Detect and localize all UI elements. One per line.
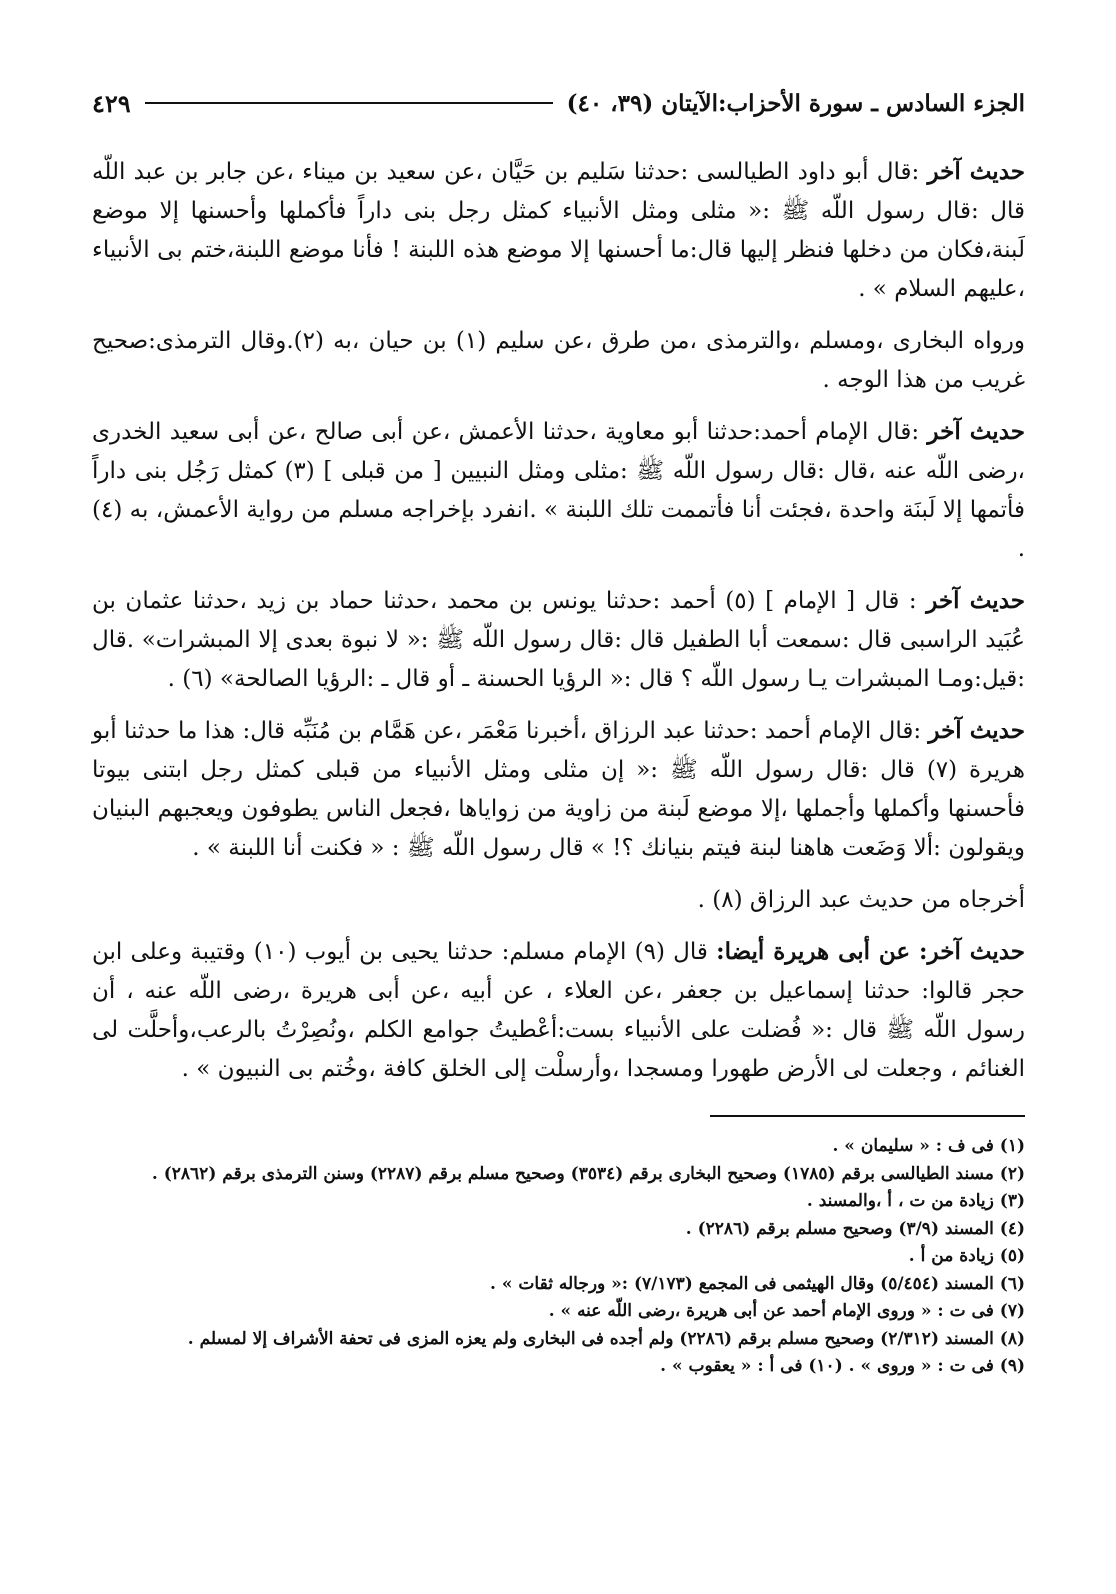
paragraph <box>92 932 1025 1089</box>
footnote: (٨) المسند (٢/٣١٢) وصحيح مسلم برقم (٢٢٨٦) ولم أجده فى البخارى ولم يعزه المزى فى تحفة الأشراف إلا لمسلم . <box>187 1328 1025 1349</box>
hadith-heading: حديث آخر: عن أبى هريرة أيضا: <box>716 938 1026 965</box>
footnote: (٥) زيادة من أ . <box>908 1246 1025 1266</box>
book-page <box>92 82 1025 1562</box>
page-number: ٤٢٩ <box>92 88 131 118</box>
hadith-heading: حديث آخر <box>927 158 1025 185</box>
footnote: (٧) فى ت : « وروى الإمام أحمد عن أبى هريرة ،رضى اللّه عنه » . <box>548 1301 1025 1321</box>
hadith-heading: حديث آخر <box>927 418 1025 445</box>
paragraph-text: :قال أبو داود الطيالسى :حدثنا سَليم بن حَيَّان ،عن سعيد بن ميناء ،عن جابر بن عبد اللّه قال :قال رسول اللّه ﷺ :« مثلى ومثل الأنبياء كمثل رجل بنى داراً فأكملها وأحسنها إلا موضع لَبنة،فكان من دخلها فنظر إليها قال:ما أحسنها إلا موضع هذه اللبنة ! فأنا موضع اللبنة،ختم بى الأنبياء ،عليهم السلام » . <box>92 159 1025 302</box>
paragraph <box>92 152 1025 309</box>
footnotes <box>92 1133 1025 1381</box>
paragraph <box>92 581 1025 699</box>
header-rule <box>145 102 553 104</box>
paragraph-text: :قال الإمام أحمد :حدثنا عبد الرزاق ،أخبرنا مَعْمَر ،عن هَمَّام بن مُنَبِّه قال: هذا ما حدثنا أبو هريرة (٧) قال :قال رسول اللّه ﷺ :« إن مثلى ومثل الأنبياء من قبلى كمثل رجل ابتنى بيوتا فأحسنها وأكملها وأجملها ،إلا موضع لَبنة من زاوية من زواياها ،فجعل الناس يطوفون ويعجبهم البنيان ويقولون :ألا وَضَعت هاهنا لبنة فيتم بنيانك ؟! » قال رسول اللّه ﷺ : « فكنت أنا اللبنة » . <box>92 718 1026 861</box>
running-title: الجزء السادس ـ سورة الأحزاب:الآيتان (٣٩، ٤٠) <box>566 89 1025 117</box>
footnote: (٤) المسند (٣/٩) وصحيح مسلم برقم (٢٢٨٦) . <box>685 1218 1025 1239</box>
paragraph-text: :قال الإمام أحمد:حدثنا أبو معاوية ،حدثنا الأعمش ،عن أبى صالح ،عن أبى سعيد الخدرى ،رضى اللّه عنه ،قال :قال رسول اللّه ﷺ :مثلى ومثل النبيين [ من قبلى ] (٣) كمثل رَجُل بنى داراً فأتمها إلا لَبنَة واحدة ،فجئت أنا فأتممت تلك اللبنة » .انفرد بإخراجه مسلم من رواية الأعمش، به (٤) . <box>92 419 1025 562</box>
footnote: (٣) زيادة من ت ، أ ،والمسند . <box>806 1191 1025 1211</box>
footnote: (٢) مسند الطيالسى برقم (١٧٨٥) وصحيح البخارى برقم (٣٥٣٤) وصحيح مسلم برقم (٢٢٨٧) وسنن الترمذى برقم (٢٨٦٢) . <box>151 1163 1025 1184</box>
paragraph <box>92 321 1025 400</box>
paragraph <box>92 880 1025 920</box>
paragraph <box>92 412 1025 569</box>
footnote: (١) فى ف : « سليمان » . <box>832 1136 1025 1156</box>
paragraph-text: أخرجاه من حديث عبد الرزاق (٨) . <box>697 887 1025 913</box>
footnote: (٦) المسند (٥/٤٥٤) وقال الهيثمى فى المجمع (٧/١٧٣) :« ورجاله ثقات » . <box>490 1273 1025 1294</box>
paragraph <box>92 711 1025 868</box>
hadith-heading: حديث آخر <box>928 717 1025 744</box>
paragraph-text: قال (٩) الإمام مسلم: حدثنا يحيى بن أيوب (١٠) وقتيبة وعلى ابن حجر قالوا: حدثنا إسماعيل بن جعفر ،عن العلاء ، عن أبيه ،عن أبى هريرة ،رضى اللّه عنه ، أن رسول اللّه ﷺ قال :« فُضلت على الأنبياء بست:أعْطيتُ جوامع الكلم ،ونُصِرْتُ بالرعب،وأحلَّت لى الغنائم ، وجعلت لى الأرض طهورا ومسجدا ،وأرسلْت إلى الخلق كافة ،وخُتم بى النبيون » . <box>92 939 1025 1082</box>
footnote: (٩) فى ت : « وروى » . (١٠) فى أ : « يعقوب » . <box>660 1356 1025 1376</box>
footnote-separator <box>710 1115 1025 1117</box>
running-header <box>92 82 1025 124</box>
main-text <box>92 152 1025 1089</box>
paragraph-text: ورواه البخارى ،ومسلم ،والترمذى ،من طرق ،عن سليم (١) بن حيان ،به (٢).وقال الترمذى:صحيح غريب من هذا الوجه . <box>92 328 1025 393</box>
paragraph-text: : قال [ الإمام ] (٥) أحمد :حدثنا يونس بن محمد ،حدثنا حماد بن زيد ،حدثنا عثمان بن عُبَيد الراسبى قال :سمعت أبا الطفيل قال :قال رسول اللّه ﷺ :« لا نبوة بعدى إلا المبشرات» .قال :قيل:ومـا المبشرات يـا رسول اللّه ؟ قال :« الرؤيا الحسنة ـ أو قال ـ :الرؤيا الصالحة» (٦) . <box>92 588 1025 692</box>
hadith-heading: حديث آخر <box>926 587 1025 614</box>
